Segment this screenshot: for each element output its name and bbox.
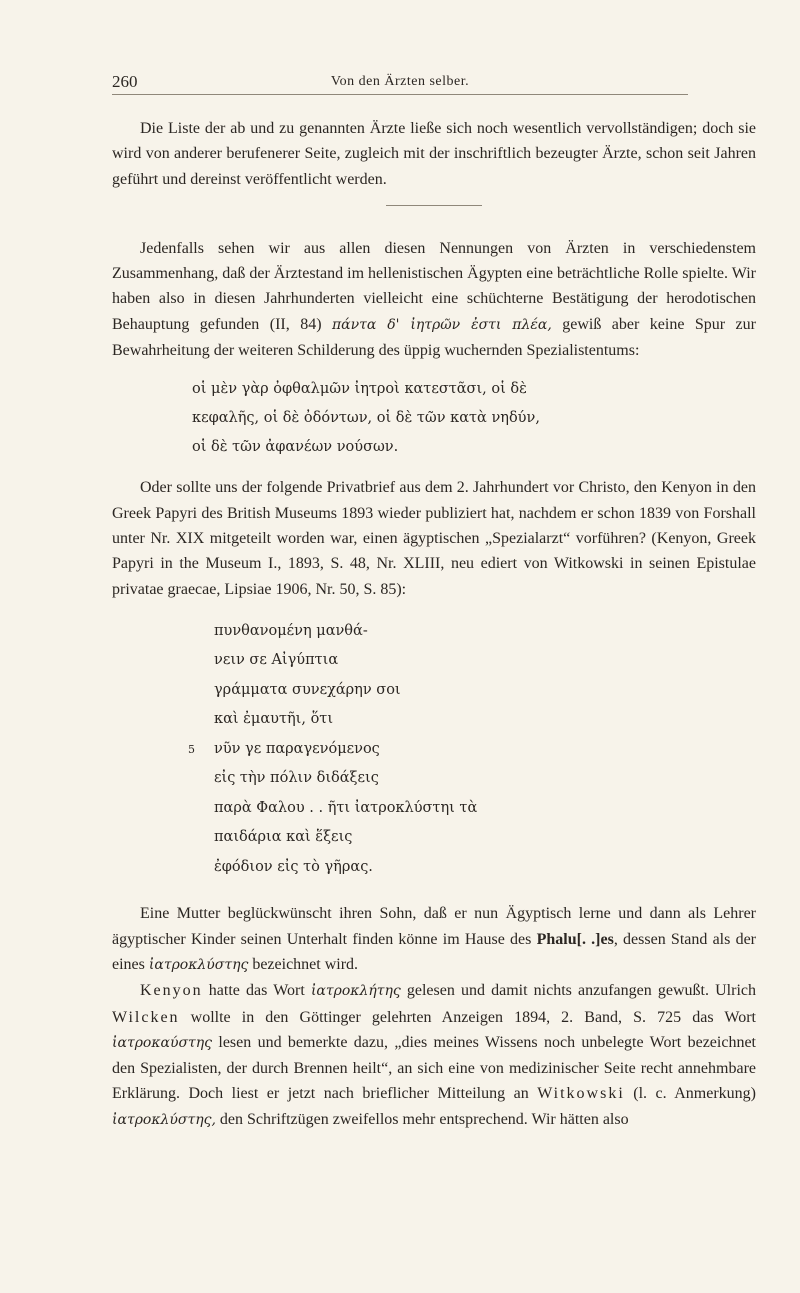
greek-term: ἰατροκλήτης (310, 983, 401, 1000)
papyrus-letter-text (188, 617, 756, 883)
papyrus-line-text: νῦν γε παραγενόμενος (214, 740, 380, 757)
line-number: 5 (188, 742, 195, 756)
paragraph-2-text-b: gewiß aber keine Spur zur Bewahrheitung der weiteren Schilderung des üppig wuchernden Spezialistentums: (112, 315, 756, 360)
paragraph-4-text-b: , dessen Stand als der eines (112, 930, 756, 973)
paragraph-1: Die Liste der ab und zu genannten Ärzte ließe sich noch wesentlich vervollständigen; doch sie wird von anderer berufenerer Seite, zugleich mit der inschriftlich bezeugter Ärzte, schon seit Jahren geführt und dereinst veröffentlicht werden. (112, 120, 756, 188)
page-body (112, 116, 756, 1133)
running-head: Von den Ärzten selber. (330, 74, 470, 89)
paragraph-5-text: gelesen und damit nichts anzufangen gewußt. Ulrich (400, 982, 757, 1000)
paragraph-5-text: (l. c. Anmerkung) (624, 1085, 757, 1103)
name-wilcken: Wilcken (112, 1008, 180, 1026)
paragraph-4 (112, 901, 756, 978)
verse-line: κεφαλῆς, οἱ δὲ ὀδόντων, οἱ δὲ τῶν κατὰ νηδύν, (192, 410, 540, 427)
paragraph-4-text-a: Eine Mutter beglückwünscht ihren Sohn, daß er nun Ägyptisch lerne und dann als Lehrer ägyptischer Kinder seinen Unterhalt finden könne im Hause des (112, 905, 756, 948)
paragraph-5 (112, 978, 756, 1133)
paragraph-5-text: den Schriftzügen zweifellos mehr entsprechend. Wir hätten also (215, 1110, 629, 1128)
paragraph-5-text: lesen und bemerkte dazu, „dies meines Wissens noch unbelegte Wort bezeichnet den Spezialisten, der durch Brennen heilt“, an sich eine von medizinischer Seite recht annehmbare Erklärung. Doch liest er jetzt nach brieflicher Mitteilung an (112, 1033, 756, 1103)
page-header (112, 72, 688, 95)
papyrus-line: παιδάρια καὶ ἕξεις (214, 829, 353, 846)
papyrus-line-5 (188, 735, 756, 765)
greek-verse-quote (192, 375, 756, 462)
greek-quote-herodotus: πάντα δ' ἰητρῶν ἐστι πλέα, (331, 316, 552, 333)
greek-term: ἰατροκαύστης (112, 1034, 213, 1051)
papyrus-line: ἐφόδιον εἰς τὸ γῆρας. (214, 858, 373, 875)
paragraph-5-text: hatte das Wort (202, 982, 311, 1000)
paragraph-2-text-a: Jedenfalls sehen wir aus allen diesen Nennungen von Ärzten in verschiedenstem Zusammenhang, daß der Ärztestand im hellenistischen Ägypten eine beträchtliche Rolle spielte. Wir haben also in diesen Jahrhunderten vielleicht eine schüchterne Bestätigung der herodotischen Behauptung gefunden (II, 84) (112, 239, 756, 333)
papyrus-line: νειν σε Αἰγύπτια (214, 652, 339, 669)
papyrus-line: παρὰ Φαλου . . ῆτι ἰατροκλύστηι τὰ (214, 799, 478, 816)
papyrus-line: πυνθανομένη μανθά- (214, 622, 368, 639)
greek-term: ἰατροκλύστης, (112, 1111, 216, 1128)
page-number: 260 (112, 72, 138, 91)
name-witkowski: Witkowski (537, 1085, 625, 1103)
verse-line: οἱ δὲ τῶν ἀφανέων νούσων. (192, 439, 399, 456)
papyrus-line: καὶ ἐμαυτῆι, ὅτι (214, 711, 334, 728)
verse-line: οἱ μὲν γὰρ ὀφθαλμῶν ἰητροὶ κατεστᾶσι, οἱ δὲ (192, 381, 527, 398)
paragraph-4-text-c: bezeichnet wird. (248, 955, 359, 973)
paragraph-2 (112, 236, 756, 363)
papyrus-line: γράμματα συνεχάρην σοι (214, 681, 401, 698)
name-kenyon: Kenyon (140, 982, 203, 1000)
paragraph-3: Oder sollte uns der folgende Privatbrief aus dem 2. Jahrhundert vor Christo, den Kenyon in den Greek Papyri des British Museums 1893 wieder publiziert hat, nachdem er schon 1839 von Forshall unter Nr. XIX mitgeteilt worden war, einen ägyptischen „Spezialarzt“ vorführen? (Kenyon, Greek Papyri in the Museum I., 1893, S. 48, Nr. XLIII, neu ediert von Witkowski in seinen Epistulae privatae graecae, Lipsiae 1906, Nr. 50, S. 85): (112, 479, 756, 598)
greek-term: ἰατροκλύστης (148, 956, 249, 973)
name-phalues: Phalu[. .]es (536, 930, 614, 948)
papyrus-line: εἰς τὴν πόλιν διδάξεις (214, 770, 379, 787)
paragraph-5-text: wollte in den Göttinger gelehrten Anzeigen 1894, 2. Band, S. 725 das Wort (179, 1008, 756, 1026)
